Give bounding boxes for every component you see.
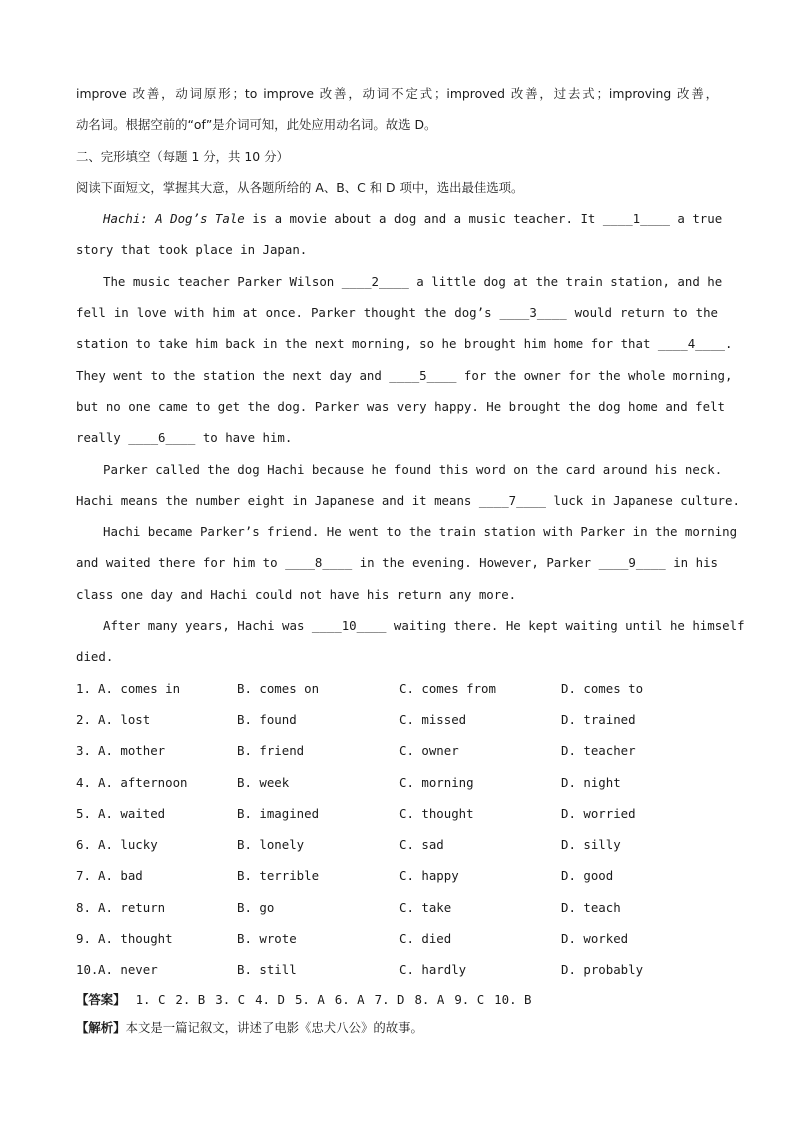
answer-item: 3. C [215,991,246,1007]
option-b: B. found [237,711,297,727]
question-number: 4. [76,774,91,790]
question-row [76,673,718,704]
option-c: C. comes from [399,680,496,696]
option-a: A. lost [98,711,151,727]
option-c: C. sad [399,837,444,853]
question-number: 5. [76,805,91,821]
option-d: D. good [561,868,614,884]
option-d: D. teacher [561,743,636,759]
passage-line: but no one came to get the dog. Parker was very happy. He brought the dog home and felt [76,398,726,414]
analysis-label: 【解析】 [76,1019,126,1035]
question-number: 9. [76,931,91,947]
option-c: C. take [399,899,452,915]
movie-title: Hachi: A Dog’s Tale [103,211,245,227]
answer-row [76,986,718,1014]
question-row [76,892,718,923]
question-row [76,704,718,735]
question-row [76,860,718,891]
analysis-text: 本文是一篇记叙文，讲述了电影《忠犬八公》的故事。 [125,1019,423,1035]
option-a: A. lucky [98,837,158,853]
option-d: D. worked [561,931,629,947]
option-d: D. trained [561,711,636,727]
option-b: B. terrible [237,868,320,884]
question-number: 8. [76,899,91,915]
answer-item: 2. B [175,991,206,1007]
passage-line: Hachi became Parker’s friend. He went to the train station with Parker in the morning [103,524,738,540]
section-title: 二、完形填空（每题 1 分，共 10 分） [76,148,289,164]
passage-line: class one day and Hachi could not have his return any more. [76,586,517,602]
option-c: C. died [399,931,452,947]
option-c: C. hardly [399,962,467,978]
option-b: B. imagined [237,805,320,821]
option-a: A. thought [98,931,173,947]
option-a: A. comes in [98,680,181,696]
option-a: A. waited [98,805,166,821]
option-a: A. never [98,962,158,978]
option-c: C. owner [399,743,459,759]
question-number: 3. [76,743,91,759]
option-d: D. silly [561,837,621,853]
passage-line-1 [76,203,723,234]
question-row [76,767,718,798]
answer-item: 10. B [494,991,532,1007]
option-b: B. lonely [237,837,305,853]
passage-line: The music teacher Parker Wilson ____2____ a little dog at the train station, and he [103,273,723,289]
passage-line: story that took place in Japan. [76,242,308,258]
passage-line: Hachi means the number eight in Japanese and it means ____7____ luck in Japanese culture. [76,492,740,508]
option-b: B. week [237,774,290,790]
passage-line: They went to the station the next day and ____5____ for the owner for the whole morning, [76,367,733,383]
question-row [76,923,718,954]
option-d: D. worried [561,805,636,821]
answer-item: 8. A [414,991,445,1007]
option-b: B. friend [237,743,305,759]
passage-line-1-rest: is a movie about a dog and a music teacher. It ____1____ a true [244,211,723,227]
passage-line: died. [76,649,114,665]
option-d: D. comes to [561,680,644,696]
option-a: A. return [98,899,166,915]
option-a: A. mother [98,743,166,759]
passage-line: Parker called the dog Hachi because he found this word on the card around his neck. [103,461,723,477]
answer-label: 【答案】 [76,991,126,1007]
question-number: 6. [76,837,91,853]
option-d: D. night [561,774,621,790]
question-number: 10. [76,962,99,978]
option-c: C. happy [399,868,459,884]
passage-line: After many years, Hachi was ____10____ waiting there. He kept waiting until he himself [103,618,745,634]
answer-item: 7. D [374,991,405,1007]
instruction: 阅读下面短文，掌握其大意，从各题所给的 A、B、C 和 D 项中，选出最佳选项。 [76,179,524,195]
option-d: D. probably [561,962,644,978]
question-row [76,798,718,829]
document-page [76,78,745,1042]
question-number: 7. [76,868,91,884]
option-b: B. comes on [237,680,320,696]
option-b: B. wrote [237,931,297,947]
passage-line: and waited there for him to ____8____ in the evening. However, Parker ____9____ in his [76,555,718,571]
option-c: C. thought [399,805,474,821]
question-row [76,954,718,985]
option-b: B. still [237,962,297,978]
answer-item: 6. A [334,991,365,1007]
option-a: A. bad [98,868,143,884]
intro-line-1: improve 改善，动词原形；to improve 改善，动词不定式；improved 改善，过去式；improving 改善， [76,86,718,101]
option-c: C. missed [399,711,467,727]
option-b: B. go [237,899,275,915]
option-a: A. afternoon [98,774,188,790]
question-number: 1. [76,680,91,696]
passage-line: really ____6____ to have him. [76,430,293,446]
option-c: C. morning [399,774,474,790]
answer-item: 1. C [135,991,166,1007]
intro-line-2: 动名词。根据空前的“of”是介词可知，此处应用动名词。故选 D。 [76,117,437,133]
question-row [76,829,718,860]
answer-item: 4. D [255,991,285,1007]
passage-line: station to take him back in the next morning, so he brought him home for that ____4____. [76,336,733,352]
option-d: D. teach [561,899,621,915]
analysis-row [76,1014,718,1042]
question-row [76,735,718,766]
question-number: 2. [76,711,91,727]
answer-item: 9. C [454,991,485,1007]
passage-line: fell in love with him at once. Parker thought the dog’s ____3____ would return to the [76,305,718,321]
answer-item: 5. A [294,991,325,1007]
question-list [76,673,718,986]
